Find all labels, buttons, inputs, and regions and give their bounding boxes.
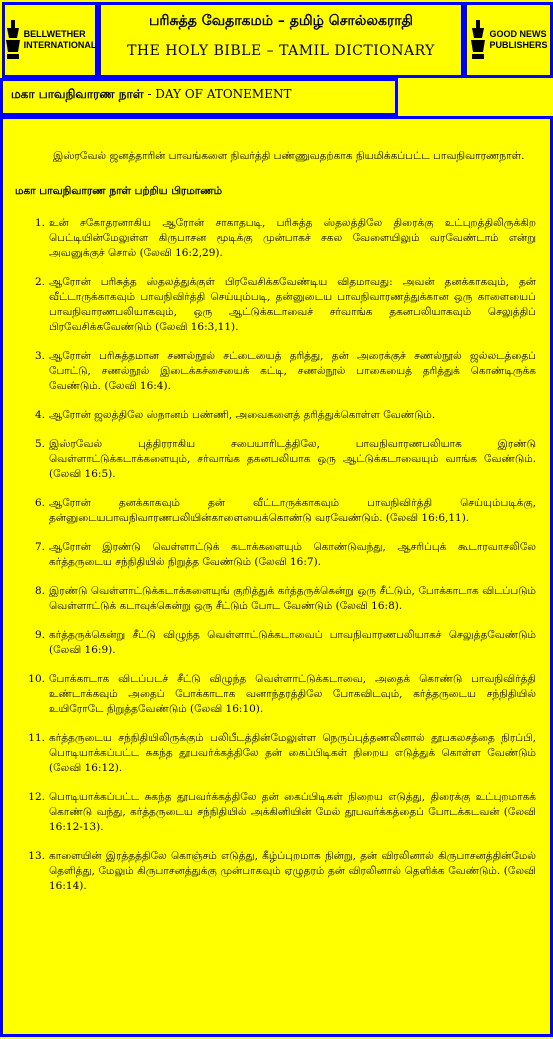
intro-paragraph: இஸ்ரவேல் ஜனத்தாரின் பாவங்களை நிவர்த்தி பண்ணுவதற்காக நியமிக்கப்பட்ட பாவநிவாரணநாள்.	[53, 150, 525, 162]
bellwether-mark-icon	[4, 18, 22, 62]
list-item-text: ஆரோன் பரிசுத்த ஸ்தலத்துக்குள் பிரவேசிக்கவேண்டிய விதமாவது: அவன் தனக்காகவும், தன் வீட்டாருக்காகவும் பாவநிவிர்த்தி செய்யும்படி, தன்னுடைய பாவநிவாரணத்துக்கான ஒரு காளையைப் பாவநிவாரணபலியாகவும், ஒரு ஆட்டுக்கடாவைச் சர்வாங்க தகனபலியாகவும் செலுத்திப் பிரவேசிக்கவேண்டும் (லேவி 16:3,11).	[49, 276, 536, 333]
good-news-logo	[464, 2, 553, 78]
page-title-tamil: பரிசுத்த வேதாகமம் – தமிழ் சொல்லகராதி	[149, 13, 413, 29]
list-item-text: காளையின் இரத்தத்திலே கொஞ்சம் எடுத்து, கீழ்ப்புறமாக நின்று, தன் விரலினால் கிருபாசனத்தின்மேல் தெளித்து, மேலும் கிருபாசனத்துக்கு முன்பாகவும் ஏழுதரம் தன் விரலினால் தெளிக்க வேண்டும். (லேவி 16:14).	[49, 850, 536, 892]
subheading-english: - DAY OF ATONEMENT	[147, 87, 292, 101]
good-news-mark-icon	[469, 18, 487, 62]
list-item-number: 3.	[34, 350, 45, 362]
subheading-tamil: மகா பாவநிவாரண நாள்	[11, 87, 144, 101]
section-title: மகா பாவநிவாரண நாள் பற்றிய பிரமாணம்	[15, 185, 223, 197]
left-logo-line1: BELLWETHER	[23, 29, 86, 39]
list-item-number: 6.	[34, 497, 45, 509]
left-logo-line2: INTERNATIONAL	[23, 40, 97, 50]
list-item	[27, 584, 536, 614]
list-item-text: ஆரோன் ஜலத்திலே ஸ்நானம் பண்ணி, அவைகளைத் தரித்துக்கொள்ள வேண்டும்.	[49, 409, 436, 421]
list-item	[27, 849, 536, 894]
list-item	[27, 496, 536, 526]
list-item	[27, 275, 536, 335]
list-item-text: உன் சகோதரனாகிய ஆரோன் சாகாதபடி, பரிசுத்த ஸ்தலத்திலே திரைக்கு உட்புறத்திலிருக்கிற பெட்டியின்மேலுள்ள கிருபாசன மூடிக்கு முன்பாகச் சகல வேளையிலும் வரவேண்டாம் என்று அவனுக்குச் சொல் (லேவி 16:2,29).	[49, 217, 536, 259]
right-logo-line2: PUBLISHERS	[489, 40, 548, 50]
list-item	[27, 790, 536, 835]
list-item-text: கர்த்தருடைய சந்நிதியிலிருக்கும் பலிபீடத்தின்மேலுள்ள நெருப்புத்தணலினால் தூபகலசத்தை நிரப்பி, பொடியாக்கப்பட்ட சுகந்த தூபவர்க்கத்திலே தன் கைப்பிடிகள் நிறைய எடுத்துக் கொள்ள வேண்டும் (லேவி 16:12).	[49, 732, 536, 774]
list-item	[27, 408, 536, 423]
page-title-english: THE HOLY BIBLE – TAMIL DICTIONARY	[127, 43, 435, 59]
content-box	[0, 116, 553, 1037]
list-item-number: 5.	[34, 438, 45, 450]
list-item-text: போக்காடாக விடப்படச் சீட்டு விழுந்த வெள்ளாட்டுக்கடாவை, அதைக் கொண்டு பாவநிவிர்த்தி உண்டாக்கவும் அதைப் போக்காடாக வனாந்தரத்திலே போகவிடவும், கர்த்தருடைய சந்நிதியில் உயிரோடே நிறுத்தவேண்டும் (லேவி 16:10).	[49, 673, 536, 715]
list-item-number: 9.	[34, 629, 45, 641]
bellwether-logo	[2, 2, 98, 78]
title-box	[98, 2, 464, 78]
list-item	[27, 628, 536, 658]
list-item-text: ஆரோன் பரிசுத்தமான சணல்நூல் சட்டையைத் தரித்து, தன் அரைக்குச் சணல்நூல் ஜல்லடத்தைப் போட்டு, சணல்நூல் இடைக்கச்சையைக் கட்டி, சணல்நூல் பாகையைத் தரித்துக் கொண்டிருக்க வேண்டும். (லேவி 16:4).	[49, 350, 536, 392]
list-item-number: 7.	[34, 541, 45, 553]
list-item-number: 1.	[34, 217, 45, 229]
list-item-text: பொடியாக்கப்பட்ட சுகந்த தூபவர்க்கத்திலே தன் கைப்பிடிகள் நிறைய எடுத்து, திரைக்கு உட்புறமாகக் கொண்டு வந்து, கர்த்தருடைய சந்நிதியில் அக்கினியின் மேல் தூபவர்க்கத்தைப் போடக்கடவன் (லேவி 16:12-13).	[49, 791, 536, 833]
list-item-number: 4.	[34, 409, 45, 421]
list-item	[27, 216, 536, 261]
list-item-text: கர்த்தருக்கென்று சீட்டு விழுந்த வெள்ளாட்டுக்கடாவைப் பாவநிவாரணபலியாகச் செலுத்தவேண்டும் (லேவி 16:9).	[49, 629, 536, 656]
list-item-number: 2.	[34, 276, 45, 288]
list-item	[27, 349, 536, 394]
list-item-text: இரண்டு வெள்ளாட்டுக்கடாக்களையுங் குறித்துக் கர்த்தருக்கென்று ஒரு சீட்டும், போக்காடாக விடப்படும் வெள்ளாட்டுக் கடாவுக்கென்று ஒரு சீட்டும் போட வேண்டும் (லேவி 16:8).	[49, 585, 536, 612]
list-item	[27, 437, 536, 482]
list-item	[27, 540, 536, 570]
list-item	[27, 731, 536, 776]
right-logo-line1: GOOD NEWS	[489, 29, 547, 39]
list-item-number: 13.	[28, 850, 45, 862]
rules-list	[3, 216, 550, 894]
list-item-number: 10.	[28, 673, 45, 685]
list-item-number: 12.	[28, 791, 45, 803]
subheading-box	[0, 78, 398, 116]
list-item-text: ஆரோன் தனக்காகவும் தன் வீட்டாருக்காகவும் பாவநிவிர்த்தி செய்யும்படிக்கு, தன்னுடையபாவநிவாரணபலியின்காளையைக்கொண்டு வரவேண்டும். (லேவி 16:6,11).	[49, 497, 536, 524]
list-item	[27, 672, 536, 717]
list-item-text: ஆரோன் இரண்டு வெள்ளாட்டுக் கடாக்களையும் கொண்டுவந்து, ஆசரிப்புக் கூடாரவாசலிலே கர்த்தருடைய சந்நிதியில் நிறுத்த வேண்டும் (லேவி 16:7).	[49, 541, 536, 568]
list-item-number: 11.	[28, 732, 45, 744]
list-item-number: 8.	[34, 585, 45, 597]
list-item-text: இஸ்ரவேல் புத்திரராகிய சபையாரிடத்திலே, பாவநிவாரணபலியாக இரண்டு வெள்ளாட்டுக்கடாக்களையும், சர்வாங்க தகனபலியாக ஒரு ஆட்டுக்கடாவையும் வாங்க வேண்டும். (லேவி 16:5).	[49, 438, 536, 480]
